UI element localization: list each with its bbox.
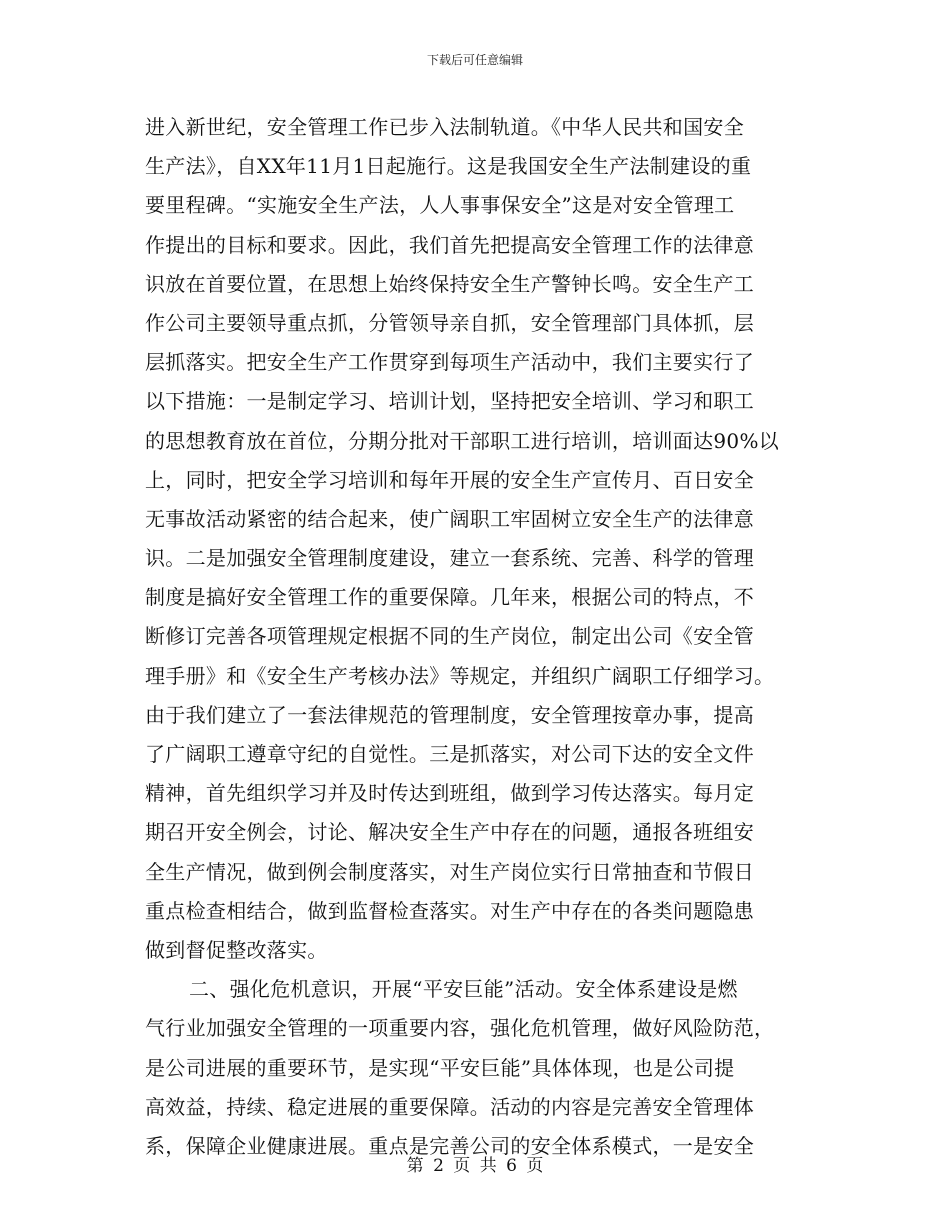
text-line: 高效益，持续、稳定进展的重要保障。活动的内容是完善安全管理体 (145, 1094, 754, 1119)
text-line: 制度是搞好安全管理工作的重要保障。几年来，根据公司的特点，不 (145, 585, 754, 610)
document-body (145, 108, 805, 1166)
page-number: 第 2 页 共 6 页 (406, 1156, 544, 1176)
text-line: 断修订完善各项管理规定根据不同的生产岗位，制定出公司《安全管 (145, 624, 754, 649)
text-line: 了广阔职工遵章守纪的自觉性。三是抓落实，对公司下达的安全文件 (145, 742, 754, 766)
text-line: 重点检查相结合，做到监督检查落实。对生产中存在的各类问题隐患 (145, 898, 754, 923)
text-line: 作提出的目标和要求。因此，我们首先把提高安全管理工作的法律意 (145, 232, 754, 257)
page-header-note: 下载后可任意编辑 (426, 53, 523, 67)
text-line: 层抓落实。把安全生产工作贯穿到每项生产活动中，我们主要实行了 (145, 350, 754, 375)
text-line: 识。二是加强安全管理制度建设，建立一套系统、完善、科学的管理 (145, 546, 754, 571)
text-line: 是公司进展的重要环节，是实现“平安巨能”具体体现，也是公司提 (145, 1055, 735, 1080)
text-line: 做到督促整改落实。 (145, 937, 328, 962)
text-line: 由于我们建立了一套法律规范的管理制度，安全管理按章办事，提高 (145, 702, 754, 727)
text-line: 作公司主要领导重点抓，分管领导亲自抓，安全管理部门具体抓，层 (145, 310, 754, 335)
text-line: 识放在首要位置，在思想上始终保持安全生产警钟长鸣。安全生产工 (145, 271, 754, 296)
text-line: 期召开安全例会，讨论、解决安全生产中存在的问题，通报各班组安 (145, 820, 754, 845)
text-line: 理手册》和《安全生产考核办法》等规定，并组织广阔职工仔细学习。 (145, 663, 775, 688)
text-line: 生产法》，自XX年11月1日起施行。这是我国安全生产法制建设的重 (145, 154, 752, 179)
text-line: 无事故活动紧密的结合起来，使广阔职工牢固树立安全生产的法律意 (145, 506, 754, 531)
text-line: 精神，首先组织学习并及时传达到班组，做到学习传达落实。每月定 (145, 781, 754, 806)
text-line: 的思想教育放在首位，分期分批对干部职工进行培训，培训面达90%以 (145, 428, 780, 453)
text-line: 上，同时，把安全学习培训和每年开展的安全生产宣传月、百日安全 (145, 467, 754, 492)
text-line: 以下措施：一是制定学习、培训计划，坚持把安全培训、学习和职工 (145, 389, 754, 414)
text-line: 气行业加强安全管理的一项重要内容，强化危机管理，做好风险防范， (145, 1016, 775, 1041)
text-line: 全生产情况，做到例会制度落实，对生产岗位实行日常抽查和节假日 (145, 859, 754, 884)
text-line: 要里程碑。“实施安全生产法，人人事事保安全”这是对安全管理工 (145, 193, 735, 218)
paragraph-start-line: 二、强化危机意识，开展“平安巨能”活动。安全体系建设是燃 (189, 977, 738, 1002)
text-line: 进入新世纪，安全管理工作已步入法制轨道。《中华人民共和国安全 (145, 115, 744, 139)
text-line: 系，保障企业健康进展。重点是完善公司的安全体系模式，一是安全 (145, 1133, 754, 1158)
